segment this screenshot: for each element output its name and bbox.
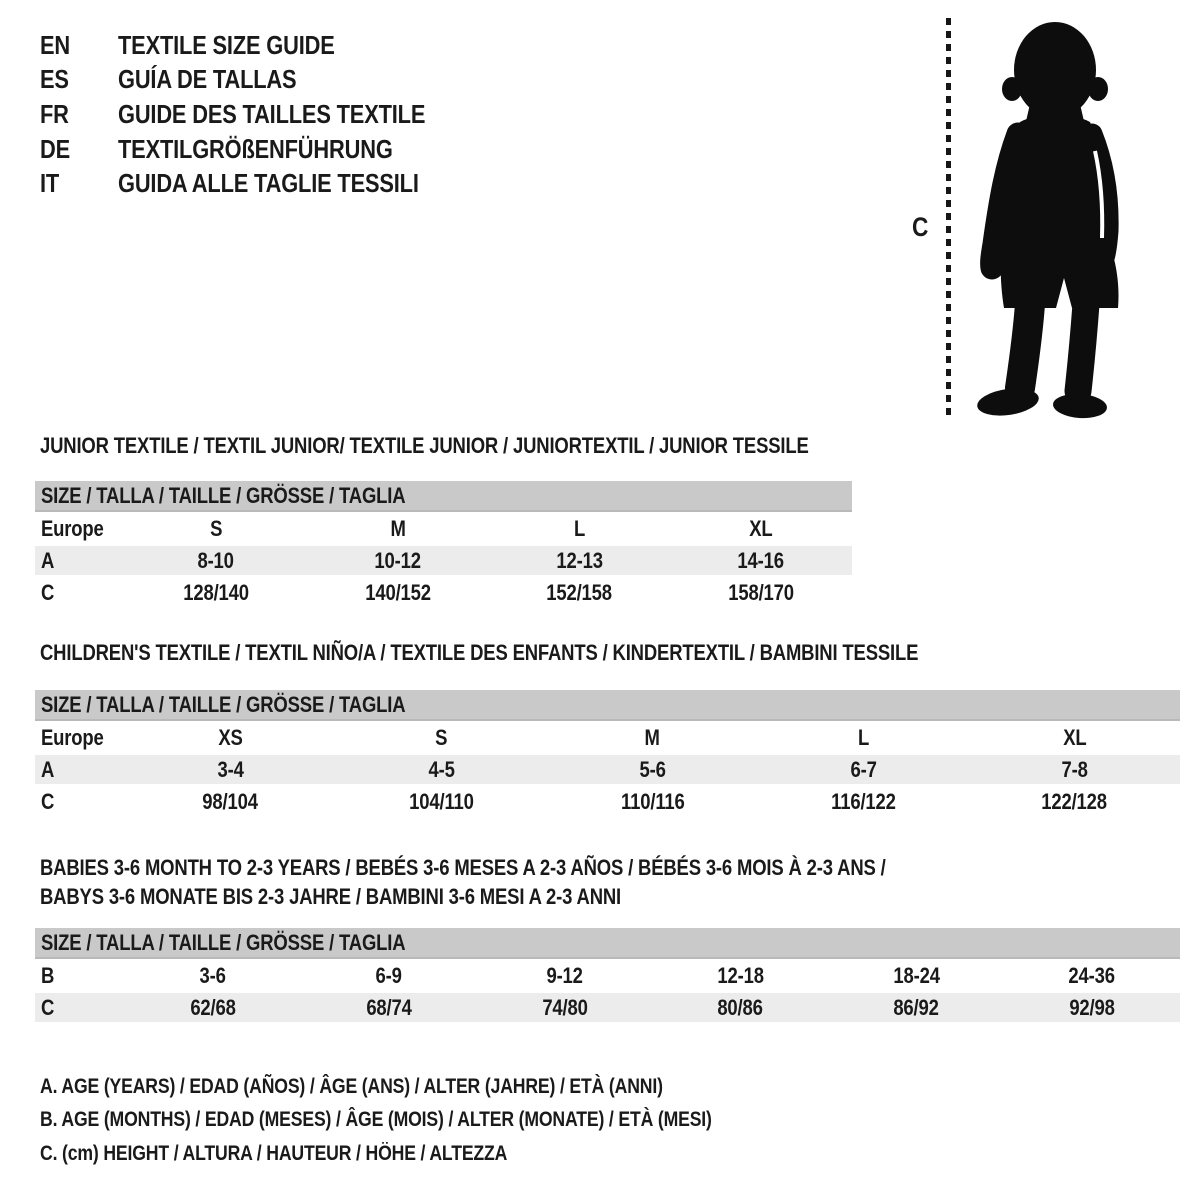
- language-title: GUIDA ALLE TAGLIE TESSILI: [118, 168, 419, 199]
- value-cell: 98/104: [202, 788, 259, 814]
- value-cell: 92/98: [1069, 994, 1115, 1020]
- table-row-c: [35, 993, 1180, 1022]
- value-cell: 158/170: [728, 579, 794, 605]
- height-dashed-line: [946, 18, 951, 416]
- value-cell: 62/68: [190, 994, 236, 1020]
- value-cell: 122/128: [1041, 788, 1108, 814]
- language-row-fr: [40, 97, 484, 132]
- size-cell: S: [435, 724, 448, 750]
- junior-section-title: JUNIOR TEXTILE / TEXTIL JUNIOR/ TEXTILE JUNIOR / JUNIORTEXTIL / JUNIOR TESSILE: [40, 433, 809, 458]
- size-cell: M: [389, 515, 406, 541]
- value-cell: 68/74: [366, 994, 412, 1020]
- row-label-cell: Europe: [41, 724, 104, 750]
- language-list: [40, 28, 484, 201]
- table-row-a: [35, 546, 852, 575]
- row-label-cell: Europe: [41, 515, 104, 541]
- value-cell: 140/152: [364, 579, 431, 605]
- value-cell: 110/116: [620, 788, 685, 814]
- row-label-cell: A: [41, 547, 55, 573]
- language-code: FR: [40, 98, 69, 129]
- legend-line-b: B. AGE (MONTHS) / EDAD (MESES) / ÂGE (MOIS) / ALTER (MONATE) / ETÀ (MESI): [40, 1108, 712, 1132]
- table-header-row: [35, 514, 852, 543]
- size-cell: XS: [218, 724, 243, 750]
- legend: [40, 1070, 840, 1171]
- size-cell: M: [644, 724, 661, 750]
- value-cell: 7-8: [1061, 756, 1088, 782]
- size-cell: S: [209, 515, 222, 541]
- language-code: EN: [40, 29, 71, 60]
- language-row-it: [40, 166, 484, 201]
- language-row-en: [40, 28, 484, 63]
- table-row-c: [35, 578, 852, 607]
- language-row-de: [40, 132, 484, 167]
- language-title: TEXTILE SIZE GUIDE: [118, 29, 335, 60]
- value-cell: 14-16: [737, 547, 785, 573]
- babies-title-line1: BABIES 3-6 MONTH TO 2-3 YEARS / BEBÉS 3-6 MESES A 2-3 AÑOS / BÉBÉS 3-6 MOIS À 2-3 ANS /: [40, 855, 886, 880]
- size-cell: XL: [749, 515, 773, 541]
- value-cell: 6-9: [375, 962, 402, 988]
- value-cell: 18-24: [893, 962, 940, 988]
- height-c-label: C: [912, 212, 929, 242]
- row-label-cell: C: [41, 579, 55, 605]
- row-label-cell: B: [41, 962, 55, 988]
- toddler-silhouette-icon: [960, 16, 1145, 426]
- language-title: GUÍA DE TALLAS: [118, 64, 297, 95]
- row-label-cell: A: [41, 756, 55, 782]
- table-row-a: [35, 755, 1180, 784]
- children-size-table: [35, 723, 1180, 816]
- value-cell: 24-36: [1068, 962, 1116, 988]
- value-cell: 6-7: [850, 756, 877, 782]
- value-cell: 4-5: [428, 756, 455, 782]
- value-cell: 12-18: [717, 962, 764, 988]
- value-cell: 116/122: [831, 788, 896, 814]
- legend-line-c: C. (cm) HEIGHT / ALTURA / HAUTEUR / HÖHE / ALTEZZA: [40, 1141, 508, 1165]
- children-section-title: CHILDREN'S TEXTILE / TEXTIL NIÑO/A / TEXTILE DES ENFANTS / KINDERTEXTIL / BAMBINI TESSILE: [40, 640, 919, 665]
- value-cell: 152/158: [546, 579, 613, 605]
- value-cell: 74/80: [541, 994, 588, 1020]
- language-row-es: [40, 63, 484, 98]
- legend-line-a: A. AGE (YEARS) / EDAD (AÑOS) / ÂGE (ANS) / ALTER (JAHRE) / ETÀ (ANNI): [40, 1074, 663, 1098]
- babies-section-title: [40, 854, 1047, 911]
- value-cell: 128/140: [183, 579, 249, 605]
- value-cell: 10-12: [374, 547, 421, 573]
- value-cell: 104/110: [409, 788, 474, 814]
- value-cell: 5-6: [639, 756, 666, 782]
- language-code: ES: [40, 64, 69, 95]
- value-cell: 80/86: [717, 994, 764, 1020]
- size-cell: XL: [1062, 724, 1087, 750]
- size-cell: L: [573, 515, 585, 541]
- language-code: DE: [40, 133, 71, 164]
- language-title: GUIDE DES TAILLES TEXTILE: [118, 98, 426, 129]
- value-cell: 9-12: [546, 962, 583, 988]
- value-cell: 12-13: [556, 547, 603, 573]
- value-cell: 86/92: [893, 994, 939, 1020]
- size-cell: L: [857, 724, 870, 750]
- value-cell: 3-4: [217, 756, 244, 782]
- table-header-row: [35, 723, 1180, 752]
- babies-size-header-bar: SIZE / TALLA / TAILLE / GRÖSSE / TAGLIA: [35, 928, 1180, 959]
- babies-size-table: [35, 961, 1180, 1022]
- value-cell: 3-6: [199, 962, 227, 988]
- row-label-cell: C: [41, 788, 55, 814]
- value-cell: 8-10: [197, 547, 235, 573]
- table-row-b: [35, 961, 1180, 990]
- language-title: TEXTILGRÖßENFÜHRUNG: [118, 133, 393, 164]
- row-label-cell: C: [41, 994, 55, 1020]
- junior-size-table: [35, 514, 852, 607]
- children-size-header-bar: SIZE / TALLA / TAILLE / GRÖSSE / TAGLIA: [35, 690, 1180, 721]
- language-code: IT: [40, 168, 60, 199]
- babies-title-line2: BABYS 3-6 MONATE BIS 2-3 JAHRE / BAMBINI 3-6 MESI A 2-3 ANNI: [40, 883, 622, 909]
- junior-size-header-bar: SIZE / TALLA / TAILLE / GRÖSSE / TAGLIA: [35, 481, 852, 512]
- table-row-c: [35, 787, 1180, 816]
